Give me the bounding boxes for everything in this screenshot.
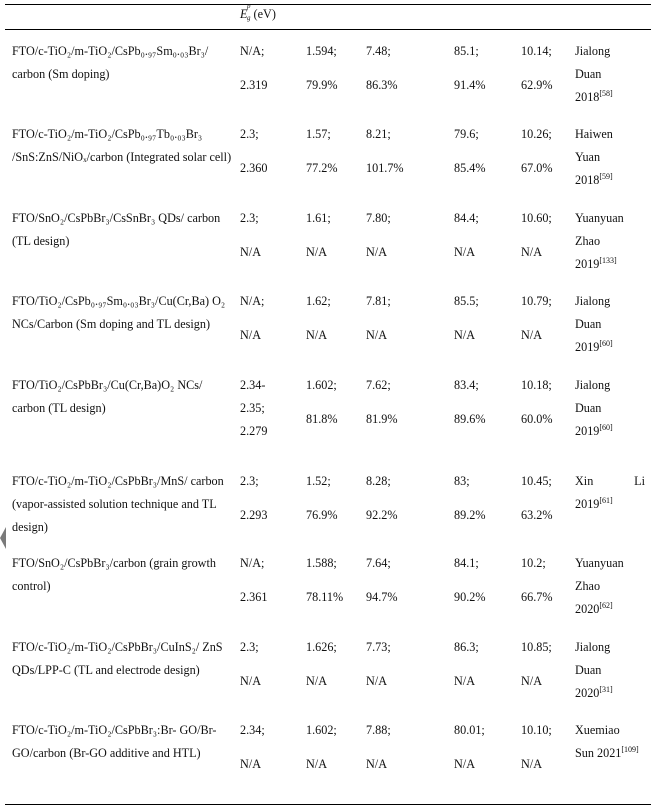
- cell-eg: 2.3; 2.360: [240, 127, 268, 175]
- cell-eg: N/A; 2.361: [240, 556, 268, 604]
- cell-ff: 79.6; 85.4%: [454, 127, 486, 175]
- cell-structure: FTO/c-TiO₂/m-TiO₂/CsPb₀.₉₇Tb₀.₀₃Br₃ /SnS:ZnS/NiOₓ/carbon (Integrated solar cell): [12, 127, 232, 164]
- cell-ref: Jialong Duan 2018[58]: [575, 44, 613, 104]
- cell-pce: 10.26; 67.0%: [521, 127, 553, 175]
- cell-jsc: 7.88; N/A: [366, 723, 391, 771]
- cell-pce: 10.14; 62.9%: [521, 44, 553, 92]
- header-eg: [240, 2, 276, 22]
- cell-ff: 84.1; 90.2%: [454, 556, 486, 604]
- cell-structure: FTO/c-TiO₂/m-TiO₂/CsPb₀.₉₇Sm₀.₀₃Br₃/ carbon (Sm doping): [12, 44, 209, 81]
- cell-eg: 2.3; N/A: [240, 211, 261, 259]
- table-top-rule: [5, 4, 651, 5]
- eg-unit: (eV): [253, 7, 276, 21]
- cell-voc: 1.588; 78.11%: [306, 556, 344, 604]
- cell-structure: FTO/SnO₂/CsPbBr₃/carbon (grain growth control): [12, 556, 216, 593]
- cell-jsc: 8.28; 92.2%: [366, 474, 398, 522]
- cell-jsc: 7.80; N/A: [366, 211, 391, 259]
- eg-symbol: E p g: [240, 2, 251, 22]
- cell-structure: FTO/SnO₂/CsPbBr₃/CsSnBr₃ QDs/ carbon (TL design): [12, 211, 221, 248]
- cell-eg: 2.34; N/A: [240, 723, 265, 771]
- cell-ref: Jialong Duan 2019[60]: [575, 294, 613, 354]
- cell-ref: Xin Li 2019[61]: [575, 474, 645, 511]
- cell-jsc: 7.81; N/A: [366, 294, 391, 342]
- cell-ref: Jialong Duan 2019[60]: [575, 378, 613, 438]
- cell-eg: 2.3; 2.293: [240, 474, 268, 522]
- cell-ff: 85.5; N/A: [454, 294, 479, 342]
- cell-pce: 10.79; N/A: [521, 294, 552, 342]
- cell-eg: N/A; N/A: [240, 294, 265, 342]
- cell-jsc: 7.48; 86.3%: [366, 44, 398, 92]
- cell-pce: 10.18; 60.0%: [521, 378, 553, 426]
- cell-ff: 83; 89.2%: [454, 474, 486, 522]
- cell-voc: 1.602; 81.8%: [306, 378, 338, 426]
- cell-eg: N/A; 2.319: [240, 44, 268, 92]
- cell-voc: 1.594; 79.9%: [306, 44, 338, 92]
- cell-eg: 2.34- 2.35; 2.279: [240, 378, 268, 438]
- collapse-arrow-icon[interactable]: [0, 527, 6, 549]
- cell-structure: FTO/TiO₂/CsPbBr₃/Cu(Cr,Ba)O₂ NCs/ carbon (TL design): [12, 378, 203, 415]
- cell-structure: FTO/c-TiO₂/m-TiO₂/CsPbBr₃/CuInS₂/ ZnS QDs/LPP-C (TL and electrode design): [12, 640, 223, 677]
- cell-structure: FTO/TiO₂/CsPb₀.₉₇Sm₀.₀₃Br₃/Cu(Cr,Ba) O₂ NCs/Carbon (Sm doping and TL design): [12, 294, 226, 331]
- cell-pce: 10.10; N/A: [521, 723, 552, 771]
- cell-ff: 80.01; N/A: [454, 723, 485, 771]
- cell-jsc: 7.62; 81.9%: [366, 378, 398, 426]
- cell-jsc: 7.64; 94.7%: [366, 556, 398, 604]
- cell-voc: 1.62; N/A: [306, 294, 331, 342]
- cell-pce: 10.85; N/A: [521, 640, 552, 688]
- cell-ff: 85.1; 91.4%: [454, 44, 486, 92]
- cell-voc: 1.57; 77.2%: [306, 127, 338, 175]
- cell-ref: Jialong Duan 2020[31]: [575, 640, 613, 700]
- cell-ff: 86.3; N/A: [454, 640, 479, 688]
- cell-ref: Yuanyuan Zhao 2020[62]: [575, 556, 624, 616]
- cell-jsc: 8.21; 101.7%: [366, 127, 404, 175]
- cell-structure: FTO/c-TiO₂/m-TiO₂/CsPbBr₃:Br- GO/Br-GO/carbon (Br-GO additive and HTL): [12, 723, 217, 760]
- cell-ff: 83.4; 89.6%: [454, 378, 486, 426]
- cell-voc: 1.52; 76.9%: [306, 474, 338, 522]
- table-bottom-rule: [5, 804, 651, 805]
- cell-eg: 2.3; N/A: [240, 640, 261, 688]
- cell-ref: Yuanyuan Zhao 2019[133]: [575, 211, 624, 271]
- cell-pce: 10.45; 63.2%: [521, 474, 553, 522]
- cell-voc: 1.61; N/A: [306, 211, 331, 259]
- cell-ref: Xuemiao Sun 2021[109]: [575, 723, 639, 760]
- cell-structure: FTO/c-TiO₂/m-TiO₂/CsPbBr₃/MnS/ carbon (vapor-assisted solution technique and TL design): [12, 474, 224, 534]
- cell-voc: 1.602; N/A: [306, 723, 337, 771]
- cell-ref: Haiwen Yuan 2018[59]: [575, 127, 613, 187]
- cell-pce: 10.2; 66.7%: [521, 556, 553, 604]
- cell-pce: 10.60; N/A: [521, 211, 552, 259]
- cell-voc: 1.626; N/A: [306, 640, 337, 688]
- cell-ff: 84.4; N/A: [454, 211, 479, 259]
- table-header-rule: [5, 29, 651, 30]
- cell-jsc: 7.73; N/A: [366, 640, 391, 688]
